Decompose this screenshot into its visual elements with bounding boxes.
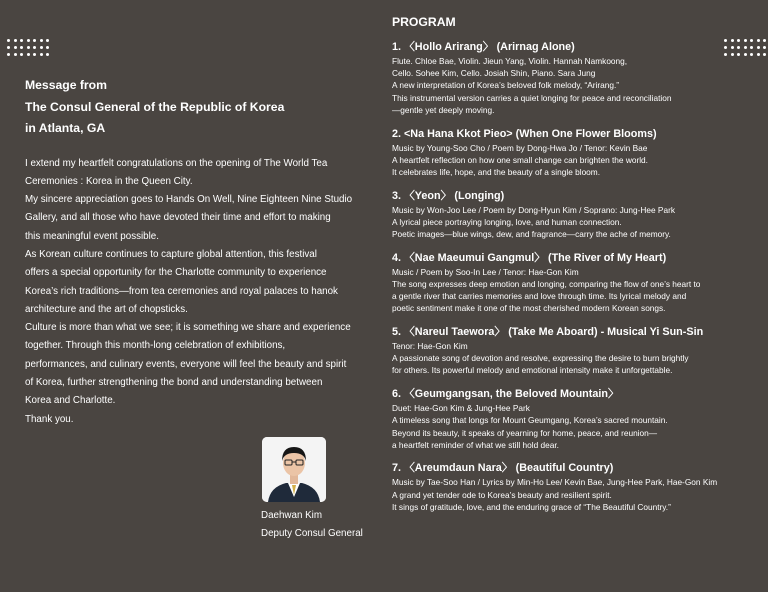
message-heading xyxy=(25,75,370,140)
message-line: I extend my heartfelt congratulations on the opening of The World Tea xyxy=(25,157,328,169)
signature xyxy=(261,507,363,542)
program-item xyxy=(392,251,764,315)
program-section xyxy=(392,14,764,524)
decorative-dot xyxy=(14,53,17,56)
program-item-line: —gentle yet deeply moving. xyxy=(392,104,495,115)
signature-title: Deputy Consul General xyxy=(261,527,363,539)
program-item-line: Poetic images—blue wings, dew, and fragrance—carry the ache of memory. xyxy=(392,229,671,240)
decorative-dot xyxy=(33,53,36,56)
message-heading-line: in Atlanta, GA xyxy=(25,121,106,135)
decorative-dot xyxy=(46,53,49,56)
message-line: Culture is more than what we see; it is something we share and experience xyxy=(25,322,351,334)
program-item-title: 2. <Na Hana Kkot Pieo> (When One Flower Blooms) xyxy=(392,127,657,140)
message-line: of Korea, further strengthening the bond and understanding between xyxy=(25,377,323,389)
decorative-dot xyxy=(20,53,23,56)
decorative-dot-grid-left xyxy=(7,39,49,56)
decorative-dot xyxy=(27,46,30,49)
program-item-line: Flute. Chloe Bae, Violin. Jieun Yang, Violin. Hannah Namkoong, xyxy=(392,56,628,66)
decorative-dot xyxy=(40,53,43,56)
message-body xyxy=(25,155,370,429)
decorative-dot xyxy=(7,39,10,42)
decorative-dot xyxy=(20,39,23,42)
program-item-line: a gentle river that carries memories and love through time. Its lyrical melody and xyxy=(392,291,687,302)
decorative-dot xyxy=(40,46,43,49)
consul-message xyxy=(25,75,370,429)
message-line: As Korean culture continues to capture global attention, this festival xyxy=(25,248,317,260)
program-item xyxy=(392,325,764,377)
program-item-line: It celebrates life, hope, and the beauty of a single bloom. xyxy=(392,166,601,177)
message-line: Korea and Charlotte. xyxy=(25,395,116,407)
program-item-line: Music by Young-Soo Cho / Poem by Dong-Hwa Jo / Tenor: Kevin Bae xyxy=(392,142,648,153)
program-item-title: 7. 〈Areumdaun Nara〉 (Beautiful Country) xyxy=(392,462,614,475)
program-item xyxy=(392,189,764,241)
decorative-dot xyxy=(33,39,36,42)
message-line: architecture and the art of chopsticks. xyxy=(25,303,188,315)
consul-portrait-photo xyxy=(262,437,326,502)
decorative-dot xyxy=(46,46,49,49)
program-item-line: Music by Tae-Soo Han / Lyrics by Min-Ho Lee/ Kevin Bae, Jung-Hee Park, Hae-Gon Kim xyxy=(392,477,718,488)
program-item-line: Beyond its beauty, it speaks of yearning for home, peace, and reunion— xyxy=(392,427,658,438)
program-item-line: Tenor: Hae-Gon Kim xyxy=(392,341,468,352)
program-item-title: 4. 〈Nae Maeumui Gangmul〉 (The River of My Heart) xyxy=(392,251,667,264)
program-item-line: poetic sentiment make it one of the most cherished modern Korean songs. xyxy=(392,303,666,314)
decorative-dot xyxy=(14,39,17,42)
message-line: Thank you. xyxy=(25,413,74,425)
program-item xyxy=(392,40,764,116)
program-item-line: The song expresses deep emotion and longing, comparing the flow of one’s heart to xyxy=(392,278,701,289)
decorative-dot xyxy=(46,39,49,42)
program-item-title: 3. 〈Yeon〉 (Longing) xyxy=(392,189,505,202)
message-line: My sincere appreciation goes to Hands On Well, Nine Eighteen Nine Studio xyxy=(25,194,353,206)
decorative-dot xyxy=(27,39,30,42)
program-item-line: a heartfelt reminder of what we still hold dear. xyxy=(392,439,559,450)
decorative-dot xyxy=(27,53,30,56)
program-item-line: Music / Poem by Soo-In Lee / Tenor: Hae-Gon Kim xyxy=(392,266,579,277)
decorative-dot xyxy=(40,39,43,42)
decorative-dot xyxy=(7,46,10,49)
program-item-title: 5. 〈Nareul Taewora〉 (Take Me Aboard) - Musical Yi Sun-Sin xyxy=(392,326,704,339)
program-item-line: for others. Its powerful melody and emotional intensity make it unforgettable. xyxy=(392,365,673,376)
message-line: Ceremonies : Korea in the Queen City. xyxy=(25,175,193,187)
program-item-title: 6. 〈Geumgangsan, the Beloved Mountain〉 xyxy=(392,388,619,401)
message-heading-line: Message from xyxy=(25,78,107,92)
message-line: Korea’s rich traditions—from tea ceremonies and royal palaces to hanok xyxy=(25,285,338,297)
message-line: together. Through this month-long celebration of exhibitions, xyxy=(25,340,286,352)
program-item-title: 1. 〈Hollo Arirang〉 (Arirnag Alone) xyxy=(392,41,575,53)
message-line: this meaningful event possible. xyxy=(25,230,159,242)
program-item-line: A new interpretation of Korea’s beloved folk melody, “Arirang.” xyxy=(392,80,620,91)
decorative-dot xyxy=(7,53,10,56)
decorative-dot xyxy=(33,46,36,49)
program-item-line: It sings of gratitude, love, and the enduring grace of “The Beautiful Country.” xyxy=(392,501,671,512)
portrait-illustration xyxy=(262,437,326,502)
program-item-line: Cello. Sohee Kim, Cello. Josiah Shin, Piano. Sara Jung xyxy=(392,68,596,79)
message-heading-line: The Consul General of the Republic of Korea xyxy=(25,99,285,114)
message-line: performances, and culinary events, everyone will feel the beauty and spirit xyxy=(25,358,347,370)
program-item xyxy=(392,127,764,179)
program-item-line: This instrumental version carries a quiet longing for peace and reconciliation xyxy=(392,92,672,103)
signature-name: Daehwan Kim xyxy=(261,510,322,521)
program-item-line: Music by Won-Joo Lee / Poem by Dong-Hyun Kim / Soprano: Jung-Hee Park xyxy=(392,204,675,215)
message-line: Gallery, and all those who have devoted their time and effort to making xyxy=(25,212,331,224)
program-title: PROGRAM xyxy=(392,15,456,29)
program-item-line: A heartfelt reflection on how one small change can brighten the world. xyxy=(392,154,648,165)
program-item-line: A grand yet tender ode to Korea’s beauty and resilient spirit. xyxy=(392,489,612,500)
program-item-line: Duet: Hae-Gon Kim & Jung-Hee Park xyxy=(392,403,530,414)
program-item xyxy=(392,387,764,451)
decorative-dot xyxy=(14,46,17,49)
program-item-line: A passionate song of devotion and resolve, expressing the desire to burn brightly xyxy=(392,353,689,364)
program-item-line: A timeless song that longs for Mount Geumgang, Korea’s sacred mountain. xyxy=(392,415,668,426)
message-line: offers a special opportunity for the Charlotte community to experience xyxy=(25,267,327,279)
program-item xyxy=(392,461,764,513)
program-item-line: A lyrical piece portraying longing, love, and human connection. xyxy=(392,216,622,227)
decorative-dot xyxy=(20,46,23,49)
